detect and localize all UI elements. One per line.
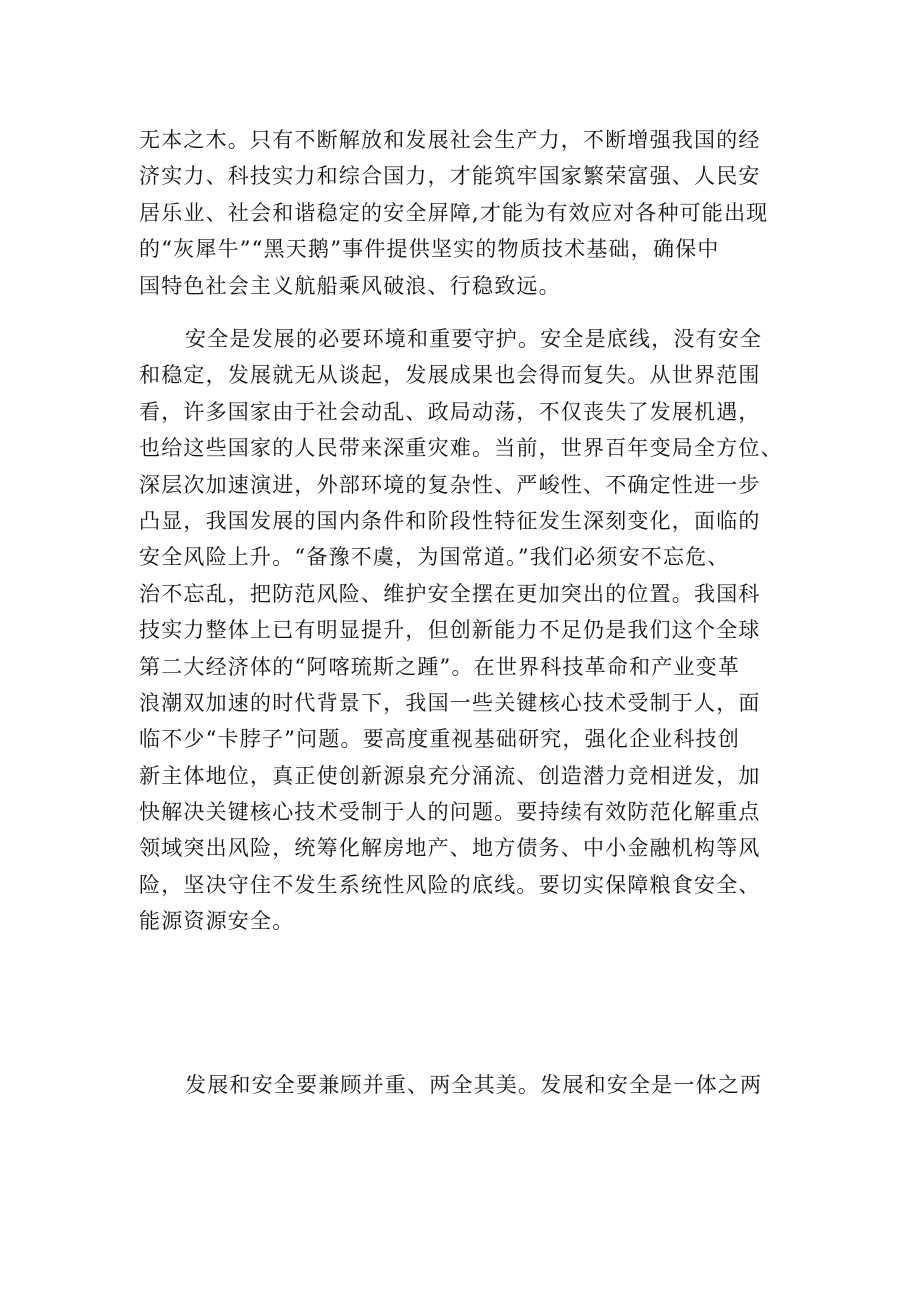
text-line: 浪潮双加速的时代背景下，我国一些关键核心技术受制于人，面 [139,690,761,715]
paragraph-3 [139,1067,814,1103]
text-line: 第二大经济体的“阿喀琉斯之踵”。在世界科技革命和产业变革 [139,654,741,679]
paragraph-2 [139,321,814,940]
text-line: 居乐业、社会和谐稳定的安全屏障,才能为有效应对各种可能出现 [139,200,769,225]
text-line: 无本之木。只有不断解放和发展社会生产力，不断增强我国的经 [139,128,761,152]
text-line: 深层次加速演进，外部环境的复杂性、严峻性、不确定性进一步 [139,472,761,497]
text-line: 也给这些国家的人民带来深重灾难。当前，世界百年变局全方位、 [139,436,783,461]
text-line: 和稳定，发展就无从谈起，发展成果也会得而复失。从世界范围 [139,363,761,388]
text-line: 新主体地位，真正使创新源泉充分涌流、创造潜力竞相迸发，加 [139,763,761,788]
text-line: 济实力、科技实力和综合国力，才能筑牢国家繁荣富强、人民安 [139,164,761,189]
text-line: 看，许多国家由于社会动乱、政局动荡，不仅丧失了发展机遇， [139,399,761,424]
text-line: 安全是发展的必要环境和重要守护。安全是底线，没有安全 [185,327,763,351]
text-line: 凸显，我国发展的国内条件和阶段性特征发生深刻变化，面临的 [139,508,761,533]
text-line: 发展和安全要兼顾并重、两全其美。发展和安全是一体之两 [185,1073,763,1097]
text-line: 临不少“卡脖子”问题。要高度重视基础研究，强化企业科技创 [139,727,741,752]
text-line: 险，坚决守住不发生系统性风险的底线。要切实保障粮食安全、 [139,872,761,897]
text-line: 快解决关键核心技术受制于人的问题。要持续有效防范化解重点 [139,800,761,825]
text-line: 能源资源安全。 [139,909,295,934]
text-line: 安全风险上升。“备豫不虞，为国常道。”我们必须安不忘危、 [139,545,730,570]
text-line: 技实力整体上已有明显提升，但创新能力不足仍是我们这个全球 [139,618,761,643]
text-line: 国特色社会主义航船乘风破浪、行稳致远。 [139,273,561,298]
text-line: 领域突出风险，统筹化解房地产、地方债务、中小金融机构等风 [139,836,761,861]
text-line: 的“灰犀牛”“黑天鹅”事件提供坚实的物质技术基础，确保中 [139,237,720,262]
text-line: 治不忘乱，把防范风险、维护安全摆在更加突出的位置。我国科 [139,581,761,606]
paragraph-1 [139,122,814,304]
